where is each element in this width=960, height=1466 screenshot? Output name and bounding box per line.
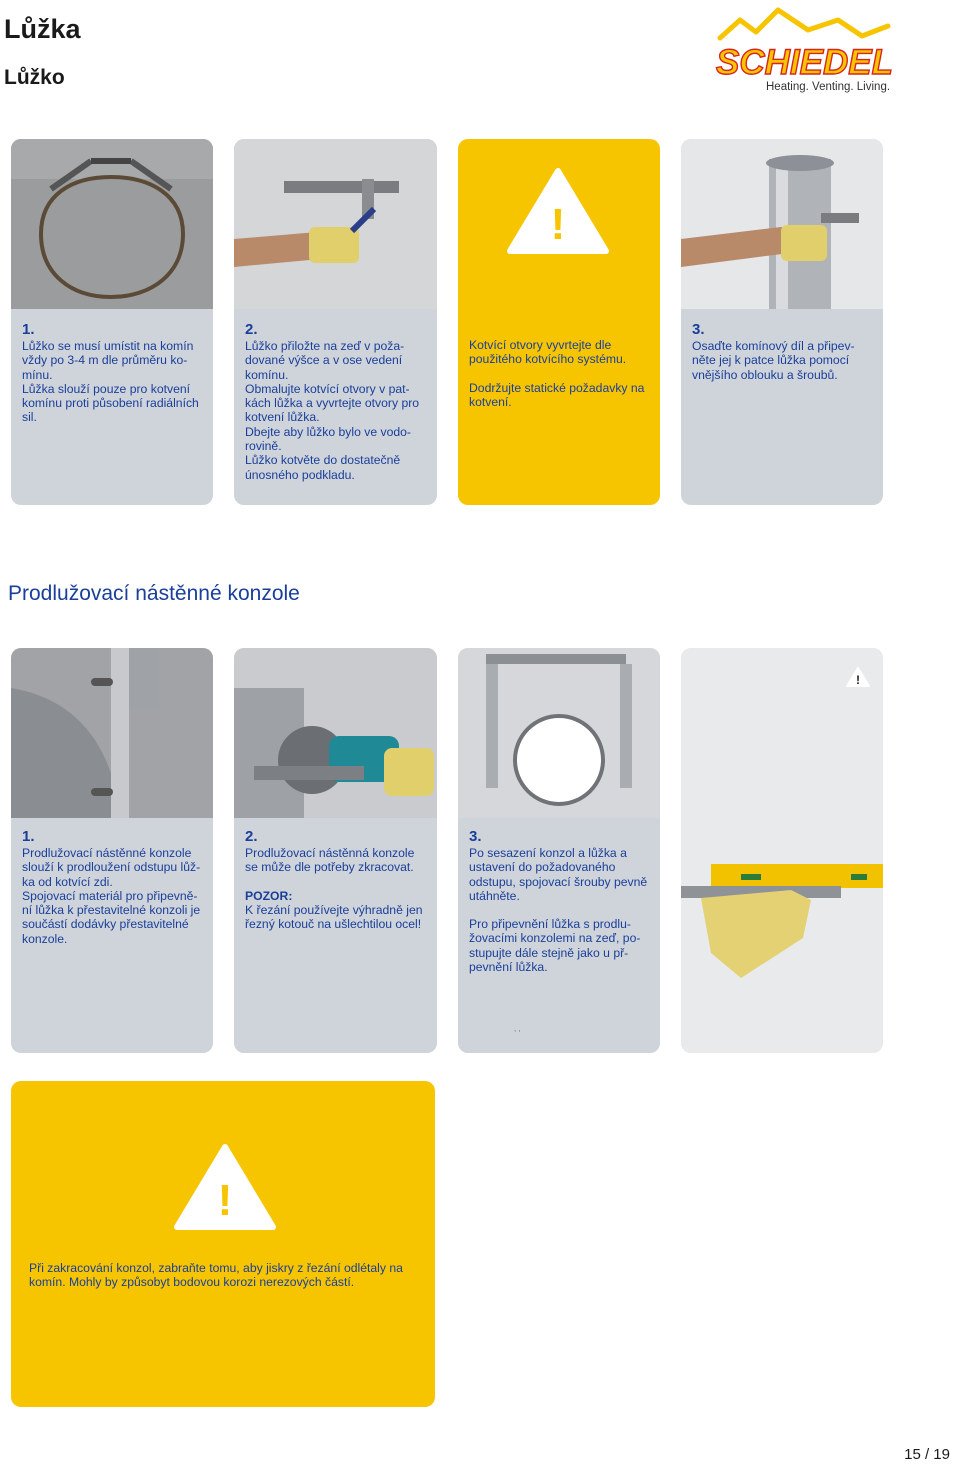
section-title: Prodlužovací nástěnné konzole [8,582,300,605]
text-line: ní lůžka k přestavitelné konzoli je [22,903,201,918]
text-line: sil. [22,410,37,425]
warning-triangle-icon [845,666,871,688]
text-line: Prodlužovací nástěnná konzole [245,846,415,860]
text-line: Lůžko přiložte na zeď v poža- [245,339,405,353]
text-line: Lůžko kotvěte do dostatečně [245,453,401,468]
bracket-step-3-card [458,648,660,1053]
text-line: Spojovací materiál pro připevně- [22,888,198,903]
text-line: komínu. [245,367,289,382]
warning-triangle-icon [173,1143,277,1231]
text-line: kotvení. [469,394,512,409]
logo-brand-text: SCHIEDEL [716,43,893,82]
text-line: stupujte dále stejně jako u př- [469,945,629,960]
text-line: Při zakracování konzol, zabraňte tomu, aby jiskry z řezání odlétaly na [29,1261,403,1275]
schiedel-logo [712,6,902,98]
warning-triangle-icon [506,167,610,255]
text-line: použitého kotvícího systému. [469,352,627,367]
warning-symbol: ! [217,1176,233,1225]
text-line: Osaďte komínový díl a připev- [692,339,855,353]
bracket-step-1-card [11,648,213,1053]
warning-label: POZOR: [245,888,293,903]
text-line: dované výšce a v ose vedení [245,353,403,368]
bed-ring-photo [11,139,213,309]
text-line: utáhněte. [469,888,520,903]
text-line: Obmalujte kotvící otvory v pat- [245,381,410,396]
page-title: Lůžka [4,14,81,44]
text-line: únosného podkladu. [245,467,355,482]
step-number: 2. [245,321,258,338]
assembled-bed-photo [458,648,660,818]
text-line: žovacími konzolemi na zeď, po- [469,931,641,946]
chimney-pipe-photo [681,139,883,309]
page-number: 15 / 19 [904,1446,950,1463]
text-line: komín. Mohly by způsobyt bodovou korozi nerezových částí. [29,1275,355,1290]
text-line: odstupu, spojovací šrouby pevně [469,874,648,889]
text-line: pevnění lůžka. [469,960,548,975]
text-line: řezný kotouč na ušlechtilou ocel! [245,917,422,932]
text-line: Lůžko se musí umístit na komín [22,339,194,353]
text-line: ka od kotvící zdi. [22,874,113,889]
level-photo [681,648,883,1053]
footnote-marks: , , [514,1024,521,1033]
text-line: Po sesazení konzol a lůžka a [469,846,627,860]
page-subtitle: Lůžko [4,66,65,89]
bed-step-3-card [681,139,883,505]
sparks-warning-box [11,1081,435,1407]
step-number: 1. [22,828,35,845]
warning-symbol: ! [550,200,566,249]
text-line: K řezání používejte výhradně jen [245,902,423,917]
bed-step-1-card [11,139,213,505]
text-line: vnějšího oblouku a šroubů. [692,367,838,382]
anchoring-warning-card [458,139,660,505]
text-line: kách lůžka a vyvrtejte otvory pro [245,396,420,411]
step-number: 3. [692,321,705,338]
step-number: 2. [245,828,258,845]
text-line: komínu proti působení radiálních [22,396,199,411]
step-number: 1. [22,321,35,338]
text-line: Pro připevnění lůžka s prodlu- [469,917,631,932]
drilling-photo [234,139,437,309]
bracket-photo [11,648,213,818]
text-line: kotvení lůžka. [245,410,320,425]
text-line: slouží k prodloužení odstupu lůž- [22,860,201,875]
text-line: konzole. [22,931,68,946]
text-line: Lůžka slouží pouze pro kotvení [22,381,191,396]
text-line: součástí dodávky přestavitelné [22,917,189,932]
text-line: se může dle potřeby zkracovat. [245,860,414,875]
logo-tagline-text: Heating. Venting. Living. [766,81,891,93]
text-line: Dbejte aby lůžko bylo ve vodo- [245,424,411,439]
leveling-card [681,648,883,1053]
step-number: 3. [469,828,482,845]
text-line: mínu. [22,367,53,382]
cutting-photo [234,648,437,818]
bed-step-2-card [234,139,437,505]
text-line: Kotvící otvory vyvrtejte dle [469,338,612,352]
text-line: Prodlužovací nástěnné konzole [22,846,192,860]
text-line: Dodržujte statické požadavky na [469,380,645,395]
text-line: ustavení do požadovaného [469,860,616,875]
text-line: rovině. [245,439,282,454]
text-line: něte jej k patce lůžka pomocí [692,353,850,368]
text-line: vždy po 3-4 m dle průměru ko- [22,353,188,368]
warning-symbol: ! [856,673,860,687]
bracket-step-2-card [234,648,437,1053]
